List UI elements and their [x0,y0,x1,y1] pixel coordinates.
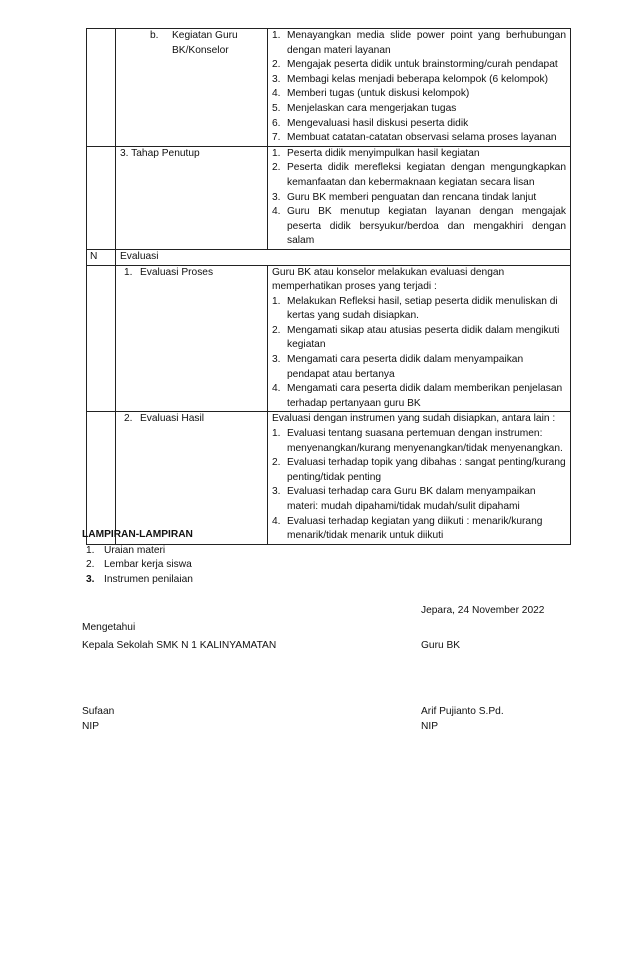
table-row-evaluasi [87,249,571,265]
row-marker-cell [87,146,116,249]
table-row-kegiatan [87,29,571,147]
list-item: 6. Mengevaluasi hasil diskusi peserta didik [272,117,469,129]
list-item: 3. Evaluasi terhadap cara Guru BK dalam menyampaikan materi: mudah dipahami/tidak mudah/sulit dipahami [272,486,536,512]
list-item: 1. Peserta didik menyimpulkan hasil kegiatan [272,147,480,159]
principal-name: Sufaan [82,706,115,717]
evaluasi-hasil-list [272,427,566,544]
section-title: Evaluasi [120,250,159,262]
row-content-cell [268,29,571,147]
lampiran-list [82,544,382,588]
list-item: 3. Instrumen penilaian [86,573,193,585]
row-label-marker: b. [150,30,159,41]
principal-nip: NIP [82,721,99,732]
counselor-nip: NIP [421,721,438,732]
list-item: 4. Mengamati cara peserta didik dalam memberikan penjelasan terhadap pertanyaan guru BK [272,383,563,409]
row-label-marker: 1. [124,266,133,278]
evaluasi-proses-intro: Guru BK atau konselor melakukan evaluasi dengan memperhatikan proses yang terjadi : [272,266,505,293]
list-item: 1. Menayangkan media slide power point yang berhubungan dengan materi layanan [272,30,566,56]
list-item: 5. Menjelaskan cara mengerjakan tugas [272,102,457,114]
list-item: 3. Mengamati cara peserta didik dalam menyampaikan pendapat atau bertanya [272,354,524,380]
list-item: 2. Peserta didik merefleksi kegiatan dengan mengungkapkan kemanfaatan dan kebermaknaan kegiatan secara lisan [272,162,566,188]
principal-role: Kepala Sekolah SMK N 1 KALINYAMATAN [82,640,277,651]
list-item: 7. Membuat catatan-catatan observasi selama proses layanan [272,132,557,144]
list-item: 2. Evaluasi terhadap topik yang dibahas : sangat penting/kurang penting/tidak penting [272,457,566,483]
row-content-cell [268,412,571,544]
row-marker-cell [87,249,116,265]
row-marker: N [90,250,98,262]
row-label: Kegiatan Guru BK/Konselor [172,30,238,56]
list-item: 4. Evaluasi terhadap kegiatan yang diikuti : menarik/kurang menarik/tidak menarik untuk diikuti [272,515,543,542]
row-label-cell [116,265,268,412]
row-label: Evaluasi Hasil [140,413,204,425]
penutup-list [272,147,566,249]
list-item: 1. Melakukan Refleksi hasil, setiap peserta didik menuliskan di kertas yang sudah disiapkan. [272,295,558,322]
list-item: 2. Mengamati sikap atau atusias peserta didik dalam mengikuti kegiatan [272,324,560,351]
counselor-name: Arif Pujianto S.Pd. [421,706,504,717]
row-content-cell [268,146,571,249]
row-marker-cell [87,412,116,544]
list-item: 3. Guru BK memberi penguatan dan rencana tindak lanjut [272,191,537,203]
row-label-cell [116,146,268,249]
list-item: 4. Guru BK menutup kegiatan layanan dengan mengajak peserta didik bersyukur/berdoa dan mengakhiri dengan salam [272,206,566,247]
row-label: Evaluasi Proses [140,266,214,278]
place-date: Jepara, 24 November 2022 [421,605,545,616]
list-item: 2. Mengajak peserta didik untuk brainstorming/curah pendapat [272,59,558,71]
kegiatan-list [272,29,566,146]
evaluasi-proses-list [272,295,566,412]
row-marker-cell [87,29,116,147]
lampiran-title: LAMPIRAN-LAMPIRAN [82,529,193,540]
list-item: 1. Evaluasi tentang suasana pertemuan dengan instrumen: menyenangkan/kurang menyenangkan/tidak menyenangkan. [272,428,563,454]
list-item: 3. Membagi kelas menjadi beberapa kelompok (6 kelompok) [272,73,549,85]
row-label: 3. Tahap Penutup [120,147,200,159]
lampiran-section [82,528,382,587]
table-row-evaluasi-proses [87,265,571,412]
section-title-cell [116,249,571,265]
row-content-cell [268,265,571,412]
list-item: 1. Uraian materi [86,544,166,556]
rpl-table [86,28,571,545]
evaluasi-hasil-intro: Evaluasi dengan instrumen yang sudah disiapkan, antara lain : [272,413,556,425]
row-marker-cell [87,265,116,412]
counselor-role: Guru BK [421,640,461,651]
table-row-penutup [87,146,571,249]
mengetahui-label: Mengetahui [82,622,136,633]
table-row-evaluasi-hasil [87,412,571,544]
list-item: 2. Lembar kerja siswa [86,559,192,571]
row-label-cell [116,29,268,147]
row-label-marker: 2. [124,413,133,425]
row-label-cell [116,412,268,544]
list-item: 4. Memberi tugas (untuk diskusi kelompok) [272,88,470,100]
